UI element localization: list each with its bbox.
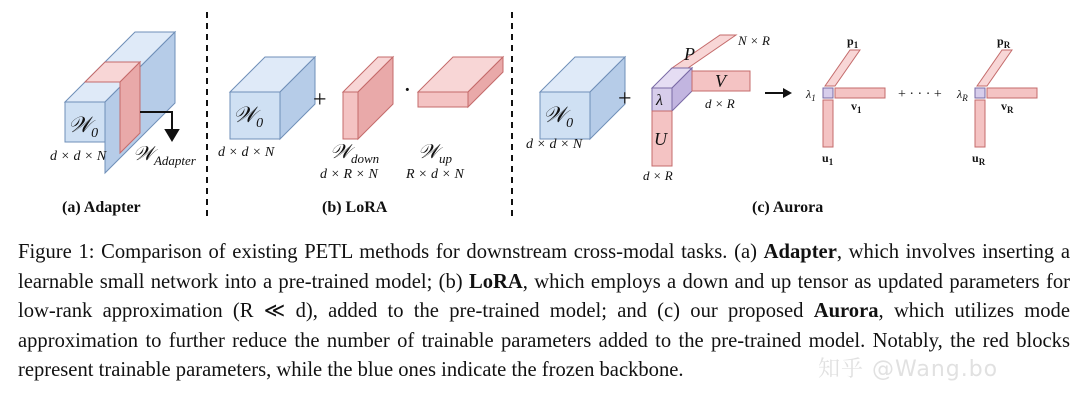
caption-lora-desc: , which employs a down and up tensor as updated parameters for low-rank approximation (R ≪ d), added to the pre-trained model; and (c) our proposed [18, 270, 1070, 322]
adapter-w0-label: 𝒲$_0$ [68, 112, 99, 141]
aurora-p-factor [672, 35, 736, 68]
caption-aurora-desc: , which utilizes mode approximation to further reduce the number of trainable parameters added to the pre-trained model. Notably, the red blocks represent trainable parameters, while the blue ones indicate the frozen backbone. [18, 300, 1070, 381]
aurora-plus: + [618, 86, 632, 112]
aurora-u1-label: $u_1$ [822, 151, 834, 167]
aurora-vR-label: $v_R$ [1001, 99, 1014, 115]
lora-dot: · [403, 75, 412, 104]
aurora-u-dims: d × R [643, 168, 673, 183]
lora-w-down-block [343, 57, 393, 139]
caption-adapter-term: Adapter [763, 241, 837, 263]
aurora-p-dims: N × R [738, 33, 770, 48]
aurora-v1-label: $v_1$ [851, 99, 862, 115]
aurora-lambda1-label: $\lambda_1$ [806, 87, 816, 103]
adapter-w-adapter-label: 𝒲$_{Adapter}$ [133, 143, 196, 168]
adapter-caption-label: (a) Adapter [62, 199, 141, 216]
aurora-lambdaR-label: $\lambda_R$ [957, 87, 968, 103]
aurora-lambda-label: λ [656, 92, 663, 109]
watermark: 知乎 @Wang.bo [818, 357, 999, 382]
aurora-w0-label: 𝒲$_0$ [543, 102, 574, 131]
lora-caption-label: (b) LoRA [322, 199, 388, 216]
caption-adapter-desc: , which involves inserting a learnable small network into a pre-trained model; (b) [18, 241, 1070, 293]
lora-plus: + [313, 87, 327, 113]
caption-lora-term: LoRA [468, 270, 523, 293]
lora-w0-label: 𝒲$_0$ [233, 102, 264, 131]
aurora-v-dims: d × R [705, 96, 735, 111]
caption-intro: Comparison of existing PETL methods for downstream cross-modal tasks. (a) [94, 241, 764, 263]
lora-w-up-dims: R × d × N [406, 167, 464, 182]
lora-w-down-label: 𝒲$_{down}$ [330, 141, 380, 166]
aurora-w0-dims: d × d × N [526, 137, 583, 152]
aurora-pR-label: $p_R$ [997, 34, 1011, 50]
aurora-uR-label: $u_R$ [972, 151, 986, 167]
aurora-panel [526, 33, 1037, 216]
lora-w-down-dims: d × R × N [320, 167, 378, 182]
aurora-sum-ellipsis: + · · · + [898, 87, 942, 102]
lora-w-up-block [418, 57, 503, 107]
lora-panel [218, 57, 503, 216]
aurora-u-label: U [654, 129, 667, 149]
caption-aurora-term: Aurora [813, 300, 879, 322]
aurora-arrow [765, 88, 792, 98]
lora-w0-dims: d × d × N [218, 145, 275, 160]
aurora-caption-label: (c) Aurora [752, 199, 824, 216]
aurora-p-label: P [684, 44, 695, 64]
adapter-w0-dims: d × d × N [50, 149, 107, 164]
aurora-p1-label: $p_1$ [847, 34, 859, 50]
lora-w-up-label: 𝒲$_{up}$ [418, 141, 452, 166]
caption-figure-label: Figure 1: [18, 241, 95, 263]
aurora-v-label: V [715, 71, 726, 91]
adapter-panel [50, 32, 197, 216]
